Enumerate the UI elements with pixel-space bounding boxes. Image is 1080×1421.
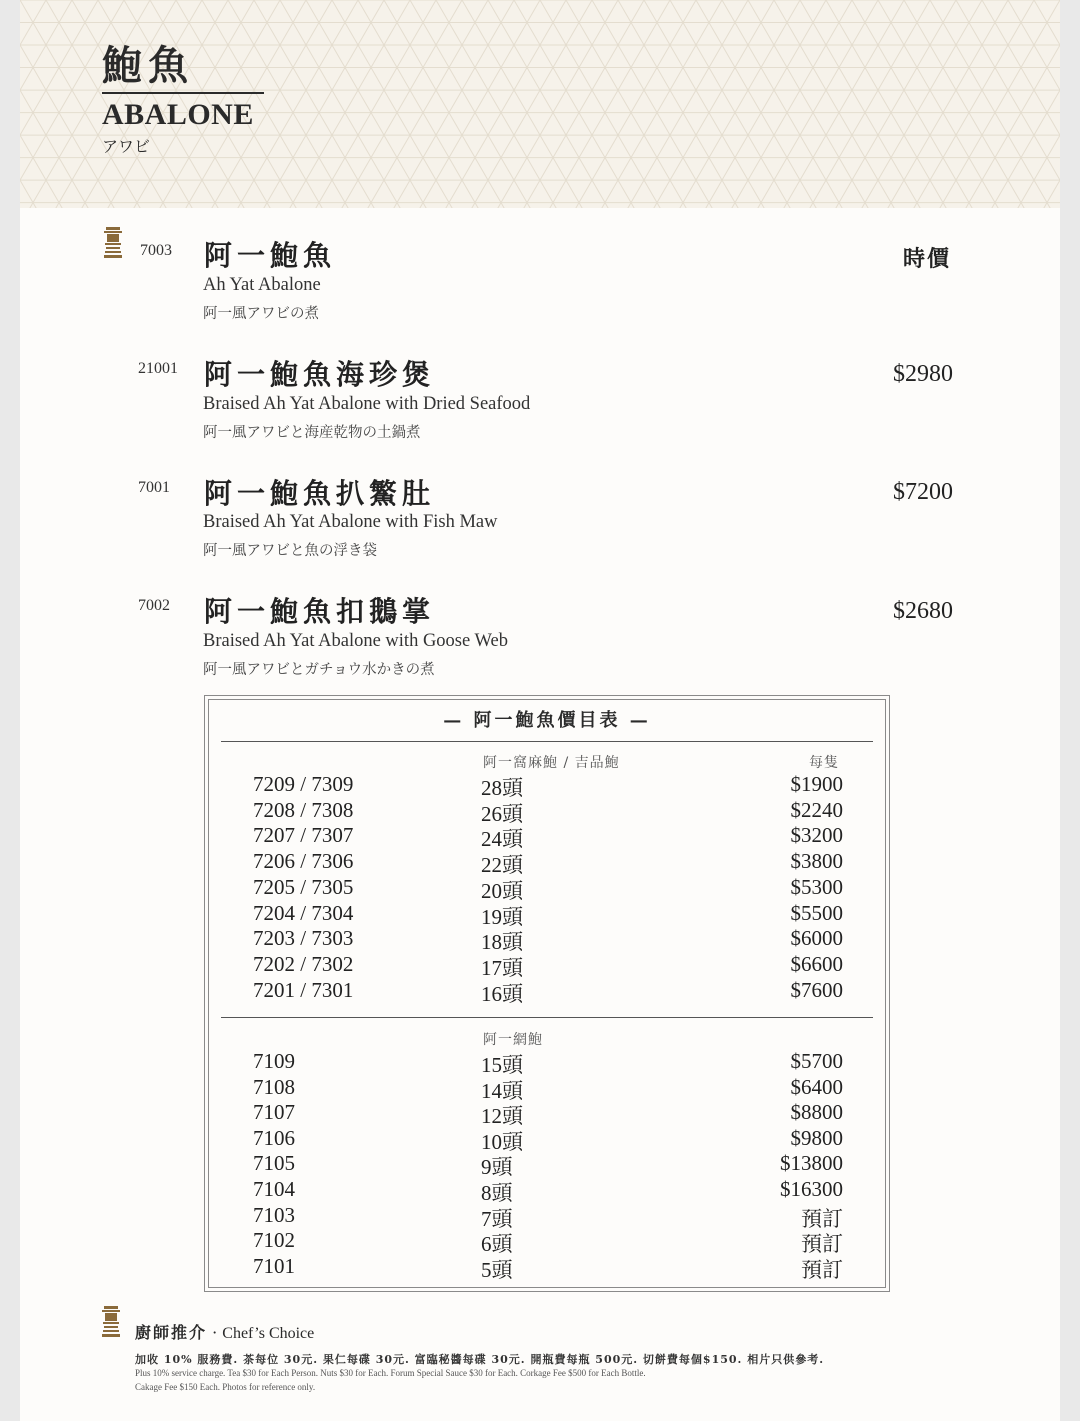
- price-table-row: [205, 926, 889, 955]
- abalone-size: 16頭: [481, 981, 523, 1006]
- item-price: 時價: [902, 246, 951, 271]
- item-price: $2680: [893, 598, 953, 624]
- abalone-price: $3800: [790, 849, 843, 874]
- item-name-english: Braised Ah Yat Abalone with Fish Maw: [203, 512, 498, 532]
- price-table-row: [205, 849, 889, 878]
- item-code: 7001: [138, 479, 170, 496]
- price-table-row: [205, 978, 889, 1004]
- abalone-size: 19頭: [481, 904, 523, 929]
- abalone-size: 20頭: [481, 878, 523, 903]
- item-name-english: Braised Ah Yat Abalone with Dried Seafood: [203, 394, 531, 414]
- abalone-price: $1900: [790, 772, 843, 796]
- item-name-chinese: 阿一鮑魚扒鰵肚: [204, 477, 436, 510]
- chef-choice-label-en: Chef’s Choice: [222, 1325, 315, 1342]
- abalone-price: 預訂: [801, 1232, 843, 1257]
- item-name-english: Braised Ah Yat Abalone with Goose Web: [203, 631, 508, 651]
- abalone-size: 17頭: [481, 955, 523, 980]
- abalone-code: 7106: [253, 1125, 295, 1150]
- price-table: [204, 695, 890, 1292]
- item-name-chinese: 阿一鮑魚海珍煲: [204, 358, 436, 391]
- abalone-size: 5頭: [481, 1257, 513, 1282]
- chef-choice-legend: [135, 1320, 314, 1343]
- item-code: 7003: [140, 242, 172, 259]
- abalone-price: $5700: [790, 1049, 843, 1073]
- section-title-english: ABALONE: [102, 98, 254, 131]
- abalone-price: 預訂: [801, 1257, 843, 1282]
- abalone-size: 26頭: [481, 801, 523, 826]
- abalone-size: 18頭: [481, 930, 523, 955]
- abalone-size: 6頭: [481, 1232, 513, 1257]
- abalone-price: $6400: [790, 1074, 843, 1099]
- abalone-code: 7205 / 7305: [253, 874, 354, 899]
- chef-choice-icon: [100, 1304, 122, 1340]
- abalone-price: $16300: [780, 1177, 843, 1201]
- abalone-price: $5500: [790, 900, 843, 925]
- abalone-size: 12頭: [481, 1104, 523, 1129]
- price-table-row: [205, 1100, 889, 1129]
- price-table-title: — 阿一鮑魚價目表 —: [443, 710, 651, 731]
- price-table-row: [205, 1228, 889, 1257]
- abalone-size: 24頭: [481, 827, 523, 852]
- item-name-japanese: 阿一風アワビと魚の浮き袋: [203, 543, 377, 559]
- abalone-size: 10頭: [481, 1129, 523, 1154]
- abalone-code: 7109: [253, 1049, 295, 1073]
- footer-note-english: Plus 10% service charge. Tea $30 for Each Person. Nuts $30 for Each. Forum Special Sauce $30 for Each. Corkage Fee $500 for Each Bottle.: [135, 1368, 646, 1378]
- price-table-row: [205, 823, 889, 852]
- abalone-price: $7600: [790, 977, 843, 1002]
- price-table-row: [205, 1203, 889, 1229]
- price-table-row: [205, 1254, 889, 1280]
- abalone-code: 7209 / 7309: [253, 772, 354, 796]
- abalone-price: $6600: [790, 951, 843, 976]
- price-table-row: [205, 1151, 889, 1180]
- price-table-divider: [221, 741, 873, 742]
- item-price: $7200: [893, 479, 953, 505]
- abalone-size: 15頭: [481, 1053, 523, 1077]
- abalone-price: $13800: [780, 1151, 843, 1176]
- price-table-row: [205, 772, 889, 798]
- abalone-code: 7103: [253, 1202, 295, 1227]
- abalone-size: 28頭: [481, 776, 523, 800]
- item-code: 21001: [138, 360, 178, 377]
- price-table-row: [205, 1177, 889, 1203]
- abalone-price: $6000: [790, 926, 843, 951]
- abalone-code: 7204 / 7304: [253, 900, 354, 925]
- item-name-japanese: 阿一風アワビとガチョウ水かきの煮: [203, 662, 435, 678]
- abalone-price: $2240: [790, 797, 843, 822]
- item-code: 7002: [138, 597, 170, 614]
- abalone-code: 7105: [253, 1151, 295, 1176]
- abalone-size: 22頭: [481, 853, 523, 878]
- item-name-japanese: 阿一風アワビの煮: [203, 306, 319, 322]
- chef-choice-separator: ·: [207, 1323, 223, 1342]
- abalone-code: 7207 / 7307: [253, 823, 354, 848]
- abalone-code: 7201 / 7301: [253, 977, 354, 1002]
- abalone-size: 8頭: [481, 1181, 513, 1205]
- price-table-row: [205, 901, 889, 927]
- item-name-chinese: 阿一鮑魚: [204, 239, 337, 272]
- price-table-row: [205, 1075, 889, 1101]
- abalone-code: 7208 / 7308: [253, 797, 354, 822]
- abalone-price: $8800: [790, 1100, 843, 1125]
- abalone-price: 預訂: [801, 1206, 843, 1231]
- abalone-price: $9800: [790, 1125, 843, 1150]
- price-table-row: [205, 875, 889, 901]
- abalone-code: 7104: [253, 1177, 295, 1201]
- price-table-row: [205, 1049, 889, 1075]
- item-price: $2980: [893, 361, 953, 387]
- abalone-code: 7107: [253, 1100, 295, 1125]
- price-table-row: [205, 952, 889, 978]
- abalone-size: 9頭: [481, 1155, 513, 1180]
- section-title-rule: [102, 92, 264, 94]
- price-table-row: [205, 798, 889, 824]
- per-piece-label: 每隻: [809, 755, 839, 771]
- chef-choice-label-cn: 廚師推介: [135, 1323, 208, 1342]
- abalone-code: 7102: [253, 1228, 295, 1253]
- abalone-code: 7206 / 7306: [253, 849, 354, 874]
- abalone-code: 7203 / 7303: [253, 926, 354, 951]
- item-name-english: Ah Yat Abalone: [203, 275, 321, 295]
- abalone-code: 7108: [253, 1074, 295, 1099]
- section-title-chinese: 鮑魚: [102, 42, 194, 89]
- menu-page: [20, 0, 1060, 1421]
- abalone-code: 7101: [253, 1253, 295, 1278]
- abalone-price: $3200: [790, 823, 843, 848]
- item-name-japanese: 阿一風アワビと海産乾物の土鍋煮: [203, 425, 421, 441]
- abalone-size: 14頭: [481, 1078, 523, 1103]
- footer-note-english: Cakage Fee $150 Each. Photos for reference only.: [135, 1382, 316, 1392]
- item-name-chinese: 阿一鮑魚扣鵝掌: [204, 595, 436, 628]
- chef-choice-icon: [102, 225, 124, 261]
- abalone-price: $5300: [790, 874, 843, 899]
- price-table-divider: [221, 1017, 873, 1018]
- footer-note-chinese: 加收 10% 服務費. 茶每位 30元. 果仁每碟 30元. 富臨秘醬每碟 30元. 開瓶費每瓶 500元. 切餅費每個$150. 相片只供參考.: [135, 1353, 825, 1366]
- group-label: 阿一窩麻鮑 / 吉品鮑: [483, 755, 620, 771]
- abalone-size: 7頭: [481, 1206, 513, 1231]
- price-table-row: [205, 1126, 889, 1152]
- abalone-code: 7202 / 7302: [253, 951, 354, 976]
- section-title-japanese: アワビ: [102, 137, 151, 156]
- group-label: 阿一網鮑: [483, 1032, 543, 1048]
